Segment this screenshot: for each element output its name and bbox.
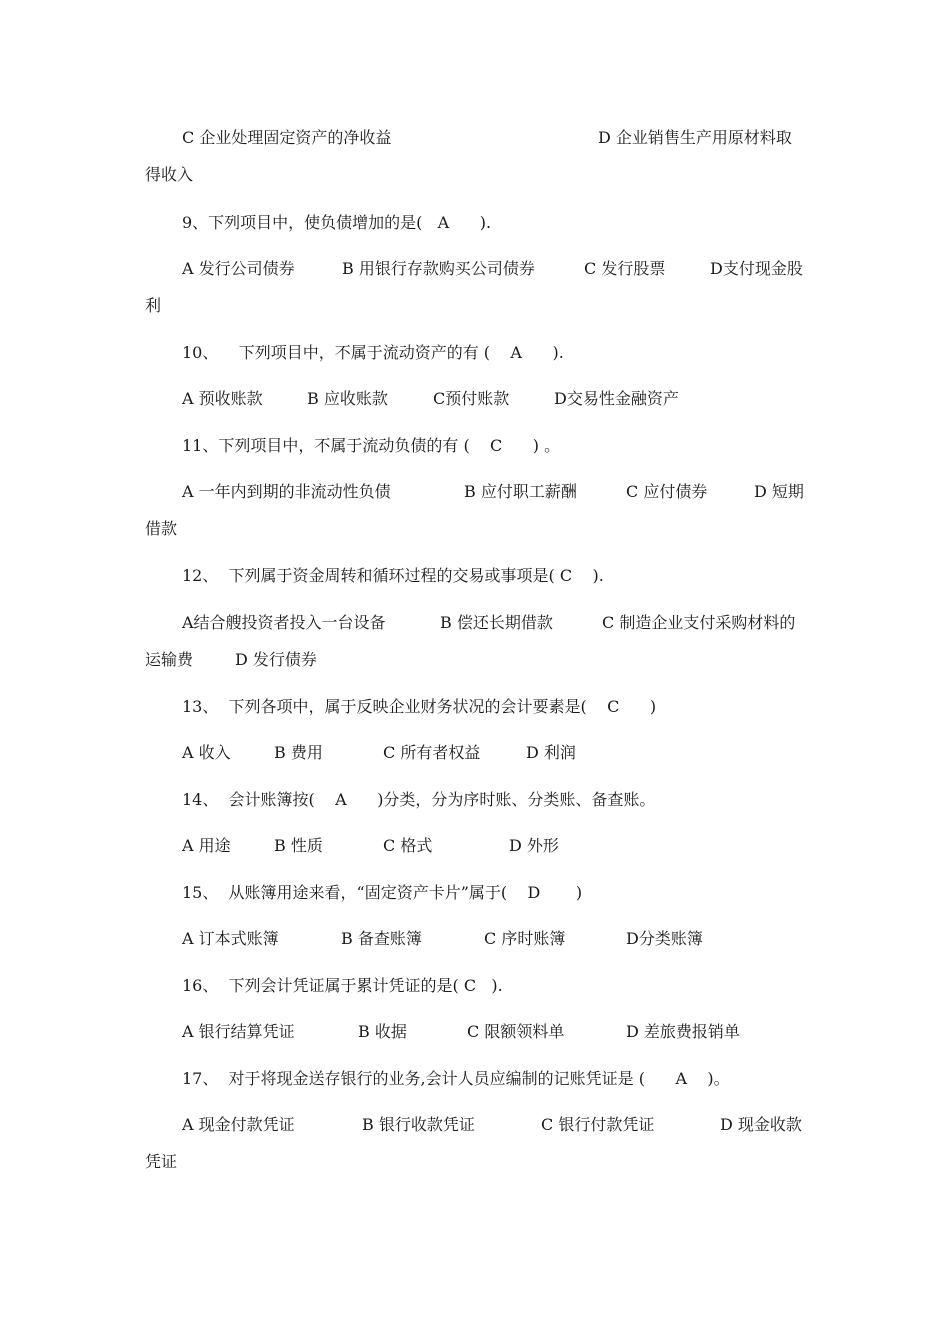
option-b: B 性质 xyxy=(274,836,323,855)
option-c: C 企业处理固定资产的净收益 xyxy=(182,128,392,147)
option-d: D 发行债券 xyxy=(235,650,317,669)
option-continuation: 凭证 xyxy=(145,1152,178,1171)
option-a: A结合艘投资者投入一台设备 xyxy=(182,613,386,632)
option-a: A 发行公司债券 xyxy=(182,259,295,278)
option-d: D 利润 xyxy=(526,743,576,762)
option-d: D 差旅费报销单 xyxy=(626,1022,740,1041)
question-10: 10、 下列项目中，不属于流动资产的有 ( A ). xyxy=(182,343,564,362)
option-continuation: 得收入 xyxy=(145,165,194,184)
option-row xyxy=(145,650,810,730)
option-c: C 应付债券 xyxy=(626,482,708,501)
option-d: D 外形 xyxy=(509,836,559,855)
option-c: C 制造企业支付采购材料的 xyxy=(602,613,796,632)
question-14: 14、 会计账簿按( A )分类，分为序时账、分类账、备查账。 xyxy=(182,790,656,809)
option-a: A 收入 xyxy=(182,743,231,762)
option-b: B 费用 xyxy=(274,743,323,762)
option-d: D分类账簿 xyxy=(626,929,703,948)
option-a: A 预收账款 xyxy=(182,389,263,408)
question-15: 15、 从账簿用途来看，“固定资产卡片”属于( D ) xyxy=(182,883,583,902)
question-12: 12、 下列属于资金周转和循环过程的交易或事项是( C ). xyxy=(182,566,604,585)
option-c: C 限额领料单 xyxy=(467,1022,565,1041)
option-a: A 现金付款凭证 xyxy=(182,1115,295,1134)
option-c: C 银行付款凭证 xyxy=(541,1115,655,1134)
option-d: D 企业销售生产用原材料取 xyxy=(598,128,792,147)
option-c-continuation: 运输费 xyxy=(145,650,194,669)
option-c: C 发行股票 xyxy=(584,259,666,278)
option-a: A 订本式账簿 xyxy=(182,929,279,948)
option-row xyxy=(182,1115,810,1235)
option-continuation: 借款 xyxy=(145,519,178,538)
option-b: B 应付职工薪酬 xyxy=(464,482,577,501)
option-a: A 一年内到期的非流动性负债 xyxy=(182,482,391,501)
option-b: B 偿还长期借款 xyxy=(440,613,553,632)
option-d: D交易性金融资产 xyxy=(554,389,679,408)
option-c: C预付账款 xyxy=(433,389,510,408)
question-9: 9、下列项目中，使负债增加的是( A ). xyxy=(182,213,492,232)
option-d: D 短期 xyxy=(754,482,804,501)
question-13: 13、 下列各项中，属于反映企业财务状况的会计要素是( C ) xyxy=(182,697,657,716)
option-c: C 格式 xyxy=(383,836,433,855)
question-16: 16、 下列会计凭证属于累计凭证的是( C ). xyxy=(182,976,503,995)
option-d: D支付现金股 xyxy=(710,259,803,278)
option-b: B 用银行存款购买公司债券 xyxy=(342,259,535,278)
option-b: B 银行收款凭证 xyxy=(362,1115,475,1134)
question-17: 17、 对于将现金送存银行的业务,会计人员应编制的记账凭证是 ( A )。 xyxy=(182,1069,730,1088)
option-a: A 银行结算凭证 xyxy=(182,1022,295,1041)
option-b: B 应收账款 xyxy=(307,389,388,408)
option-c: C 所有者权益 xyxy=(383,743,481,762)
option-b: B 备查账簿 xyxy=(341,929,422,948)
question-11: 11、下列项目中，不属于流动负债的有 ( C ) 。 xyxy=(182,436,561,455)
option-a: A 用途 xyxy=(182,836,231,855)
option-continuation: 利 xyxy=(145,296,162,315)
option-b: B 收据 xyxy=(358,1022,407,1041)
option-d: D 现金收款 xyxy=(720,1115,802,1134)
option-c: C 序时账簿 xyxy=(484,929,566,948)
